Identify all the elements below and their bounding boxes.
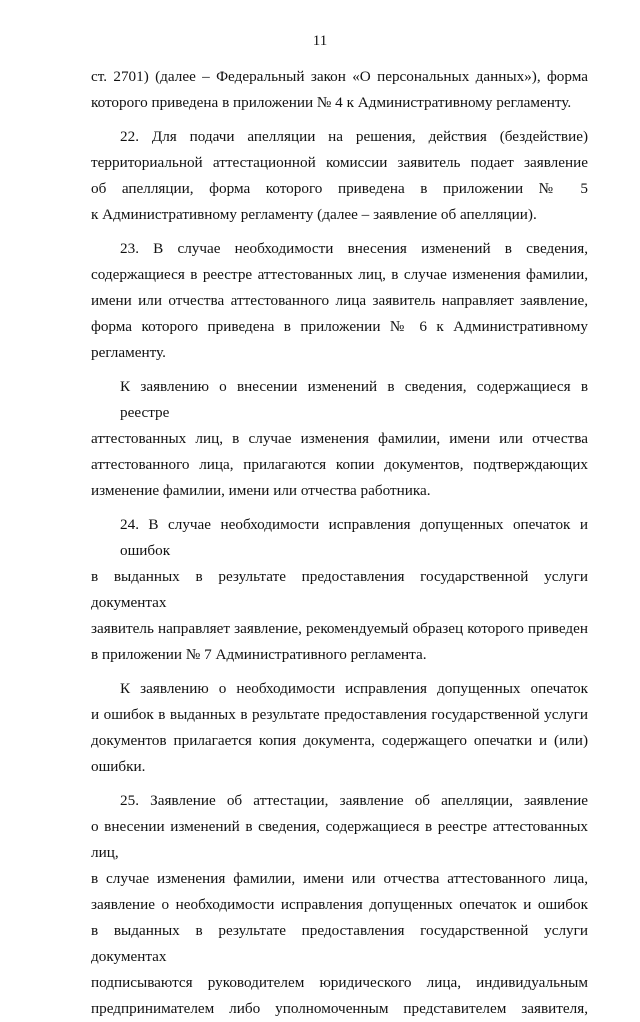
text-line: аттестованного лица, прилагаются копии документов, подтверждающих	[91, 456, 588, 473]
text-line: ст. 2701) (далее – Федеральный закон «О персональных данных»), форма	[91, 68, 588, 85]
text-line: регламенту.	[91, 344, 166, 361]
paragraph-item-24	[91, 512, 588, 668]
text-line: содержащиеся в реестре аттестованных лиц, в случае изменения фамилии,	[91, 266, 588, 283]
paragraph-attachments-typo-correction	[91, 676, 588, 780]
text-line: 25. Заявление об аттестации, заявление об апелляции, заявление	[120, 792, 588, 809]
text-line: о внесении изменений в сведения, содержащиеся в реестре аттестованных лиц,	[91, 818, 588, 861]
text-line: 24. В случае необходимости исправления допущенных опечаток и ошибок	[120, 516, 588, 559]
text-line: которого приведена в приложении № 4 к Административному регламенту.	[91, 94, 572, 111]
paragraph-item-23	[91, 236, 588, 366]
text-line: заявление о необходимости исправления допущенных опечаток и ошибок	[91, 896, 588, 913]
text-line: в приложении № 7 Административного регламента.	[91, 646, 427, 663]
text-line: К заявлению о необходимости исправления допущенных опечаток	[120, 680, 588, 697]
paragraph-item-25	[91, 788, 588, 1022]
text-line: 22. Для подачи апелляции на решения, действия (бездействие)	[120, 128, 588, 145]
text-line: имени или отчества аттестованного лица заявитель направляет заявление,	[91, 292, 588, 309]
text-line: подписываются руководителем юридического лица, индивидуальным	[91, 974, 588, 991]
page-number: 11	[312, 33, 328, 49]
text-line: 23. В случае необходимости внесения изменений в сведения,	[120, 240, 588, 257]
text-line: изменение фамилии, имени или отчества работника.	[91, 482, 431, 499]
text-line: и ошибок в выданных в результате предоставления государственной услуги	[91, 706, 588, 723]
document-body	[91, 64, 588, 1022]
paragraph-item-22	[91, 124, 588, 228]
text-line: в случае изменения фамилии, имени или отчества аттестованного лица,	[91, 870, 588, 887]
text-line: ошибки.	[91, 758, 146, 775]
paragraph-attachments-name-change	[91, 374, 588, 504]
text-line: форма которого приведена в приложении № 6 к Административному	[91, 318, 588, 335]
text-line: к Административному регламенту (далее – заявление об апелляции).	[91, 206, 537, 223]
text-line: в выданных в результате предоставления государственной услуги документах	[91, 922, 588, 965]
paragraph-continuation	[91, 64, 588, 116]
text-line: предпринимателем либо уполномоченным представителем заявителя,	[91, 1000, 588, 1017]
text-line: аттестованных лиц, в случае изменения фамилии, имени или отчества	[91, 430, 588, 447]
text-line: в выданных в результате предоставления государственной услуги документах	[91, 568, 588, 611]
text-line: документов прилагается копия документа, содержащего опечатки и (или)	[91, 732, 588, 749]
text-line: территориальной аттестационной комиссии заявитель подает заявление	[91, 154, 588, 171]
text-line: об апелляции, форма которого приведена в приложении № 5	[91, 180, 588, 197]
text-line: заявитель направляет заявление, рекомендуемый образец которого приведен	[91, 620, 588, 637]
text-line: К заявлению о внесении изменений в сведения, содержащиеся в реестре	[120, 378, 588, 421]
